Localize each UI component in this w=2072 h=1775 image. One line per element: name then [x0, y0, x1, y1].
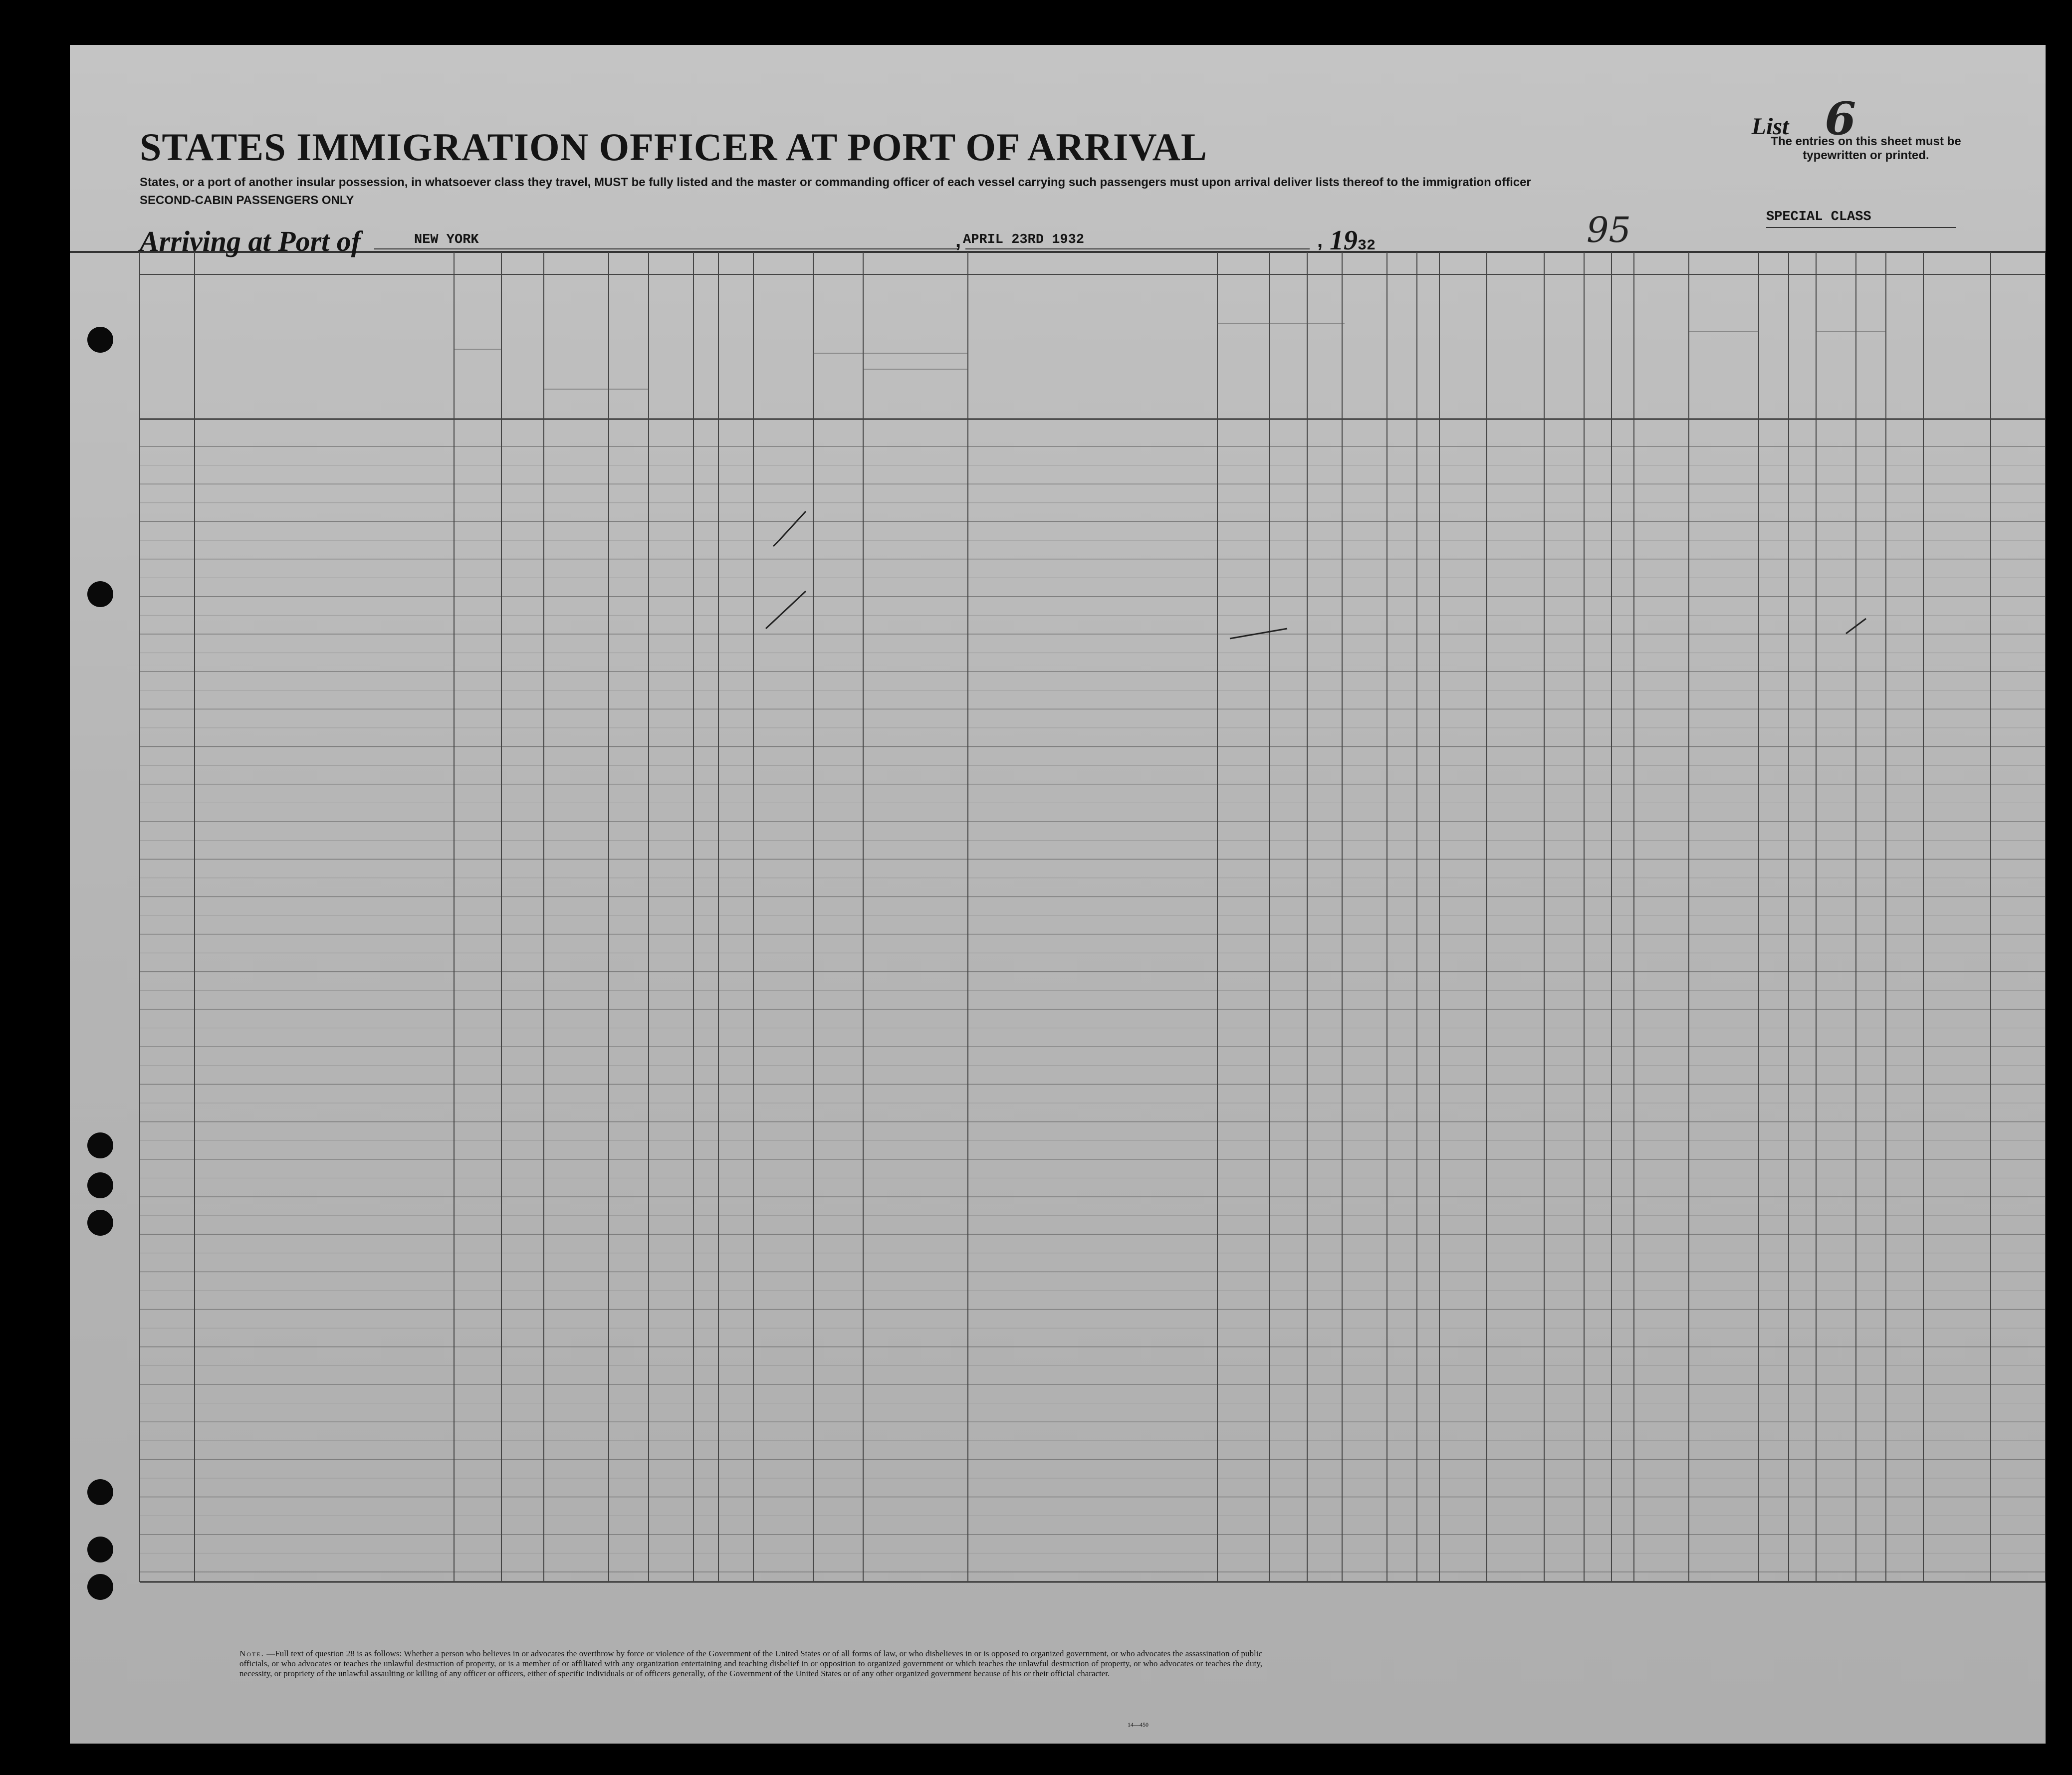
form-code: 14—450: [1128, 1721, 1149, 1728]
year-label: 1932: [1330, 225, 1376, 256]
manifest-sheet: List 6 The entries on this sheet must be typewritten or printed. STATES IMMIGRATION OFFICER AT PORT OF ARRIVAL States, or a port of another insular possession, in whatsoever class they travel, MUST be fully listed and the master or commanding officer of each vessel carrying such passengers must upon arrival deliver lists thereof to the immigration officer SECOND-CABIN PASSENGERS ONLY Arriving at Port of NEW YORK APRIL 23RD 1932 , , 1932 95 SPECIAL CLASS Note. —Full text of question 28 is as follows: Whether a person who believes in or advocates the overthrow by force or violence of the Government of the United States or of all forms of law, or who disbelieves in or is opposed to organized government, or who advocates the assassination of public officials, or who advocates or teaches the unlawful destruction of property, or is a member of or affiliated with any organization entertaining and teaching disbelief in or opposition to organized government or which teaches the unlawful destruction of property, or who advocates or teaches the duty, necessity, or propriety of the unlawful assaulting or killing of any officer or officers, either of specific individuals or of officers generally, of the Government of the United States or of any other organized government because of his or their official character. 14—450: [70, 45, 2046, 1744]
punch-hole: [87, 1210, 113, 1236]
table-grid: [70, 45, 2046, 1744]
port-value: NEW YORK: [414, 232, 479, 247]
intro-text: States, or a port of another insular possession, in whatsoever class they travel, MUST be fully listed and the master or commanding officer of each vessel carrying such passengers must upon arrival deliver lists thereof to the immigration officer: [140, 176, 1531, 189]
punch-hole: [87, 1574, 113, 1600]
class-label: SECOND-CABIN PASSENGERS ONLY: [140, 194, 354, 207]
special-class: SPECIAL CLASS: [1766, 210, 1871, 224]
arriving-label: Arriving at Port of: [140, 225, 361, 257]
punch-hole: [87, 1537, 113, 1562]
page-title: STATES IMMIGRATION OFFICER AT PORT OF ARRIVAL: [140, 125, 1207, 169]
punch-hole: [87, 581, 113, 607]
date-value: APRIL 23RD 1932: [963, 232, 1085, 247]
typewritten-note: The entries on this sheet must be typewritten or printed.: [1771, 135, 1961, 162]
punch-hole: [87, 327, 113, 353]
punch-hole: [87, 1172, 113, 1198]
punch-hole: [87, 1479, 113, 1505]
punch-hole: [87, 1132, 113, 1158]
footnote: Note. —Full text of question 28 is as follows: Whether a person who believes in or advocates the overthrow by force or violence of the Government of the United States or of all forms of law, or who disbelieves in or is opposed to organized government, or who advocates the assassination of public officials, or who advocates or teaches the unlawful destruction of property, or is a member of or affiliated with any organization entertaining and teaching disbelief in or opposition to organized government or which teaches the unlawful destruction of property, or who advocates or teaches the duty, necessity, or propriety of the unlawful assaulting or killing of any officer or officers, either of specific individuals or of officers generally, of the Government of the United States or of any other organized government because of his or their official character.: [239, 1649, 1262, 1678]
list-label: List 6: [1751, 92, 1856, 145]
handwritten-95: 95: [1587, 210, 1631, 250]
